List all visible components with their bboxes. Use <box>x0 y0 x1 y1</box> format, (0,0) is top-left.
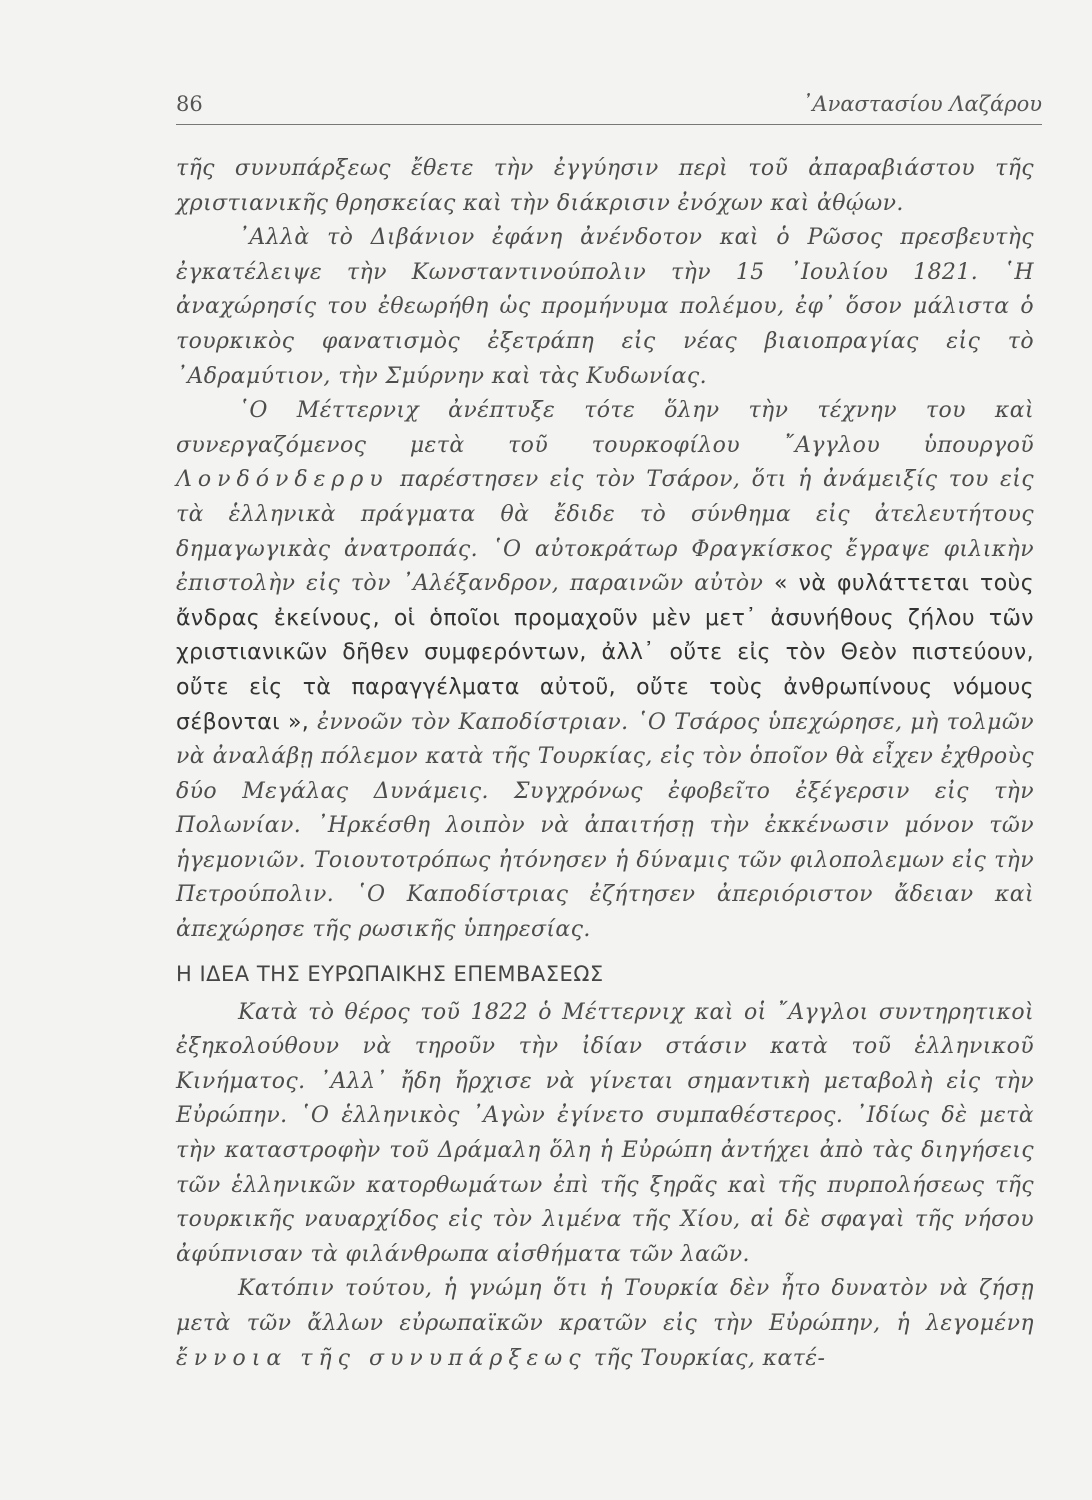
page-number: 86 <box>176 92 203 116</box>
running-header <box>176 92 1042 125</box>
paragraph: ᾽Αλλὰ τὸ Διβάνιον ἐφάνη ἀνένδοτον καὶ ὁ Ρῶσος πρεσβευτὴς ἐγκατέλειψε τὴν Κωνσταντινούπολιν τὴν 15 ᾽Ιουλίου 1821. ῾Η ἀναχώρησίς του ἐθεωρήθη ὡς προμήνυμα πολέμου, ἐφ᾽ ὅσον μάλιστα ὁ τουρκικὸς φανατισμὸς ἐξετράπη εἰς νέας βιαιοπραγίας εἰς τὸ ᾽Αδραμύτιον, τὴν Σμύρνην καὶ τὰς Κυδωνίας. <box>176 225 1034 389</box>
spaced-phrase: ἔννοια τῆς συνυπάρξεως <box>176 1345 587 1371</box>
paragraph <box>176 1272 1034 1376</box>
section-heading: Η ΙΔΕΑ ΤΗΣ ΕΥΡΩΠΑΙΚΗΣ ΕΠΕΜΒΑΣΕΩΣ <box>176 961 604 986</box>
paragraph-text: ῾Ο Μέττερνιχ ἀνέπτυξε τότε ὅλην τὴν τέχνην του καὶ συνεργαζόμενος μετὰ τοῦ τουρκοφίλου ῎Αγγλου ὑπουργοῦ <box>176 398 1034 458</box>
spaced-name: Λονδόνδερρυ <box>176 467 389 493</box>
running-title: ᾽Αναστασίου Λαζάρου <box>801 92 1042 116</box>
paragraph <box>176 394 1034 948</box>
paragraph-text: ἐννοῶν τὸν Καποδίστριαν. ῾Ο Τσάρος ὑπεχώρησε, μὴ τολμῶν νὰ ἀναλάβῃ πόλεμον κατὰ τῆς Τουρκίας, εἰς τὸν ὁποῖον θὰ εἶχεν ἐχθροὺς δύο Μεγάλας Δυνάμεις. Συγχρόνως ἐφοβεῖτο ἐξέγερσιν εἰς τὴν Πολωνίαν. ᾽Ηρκέσθη λοιπὸν νὰ ἀπαιτήσῃ τὴν ἐκκένωσιν μόνον τῶν ἡγεμονιῶν. Τοιουτοτρόπως ἠτόνησεν ἡ δύναμις τῶν φιλοπολεμων εἰς τὴν Πετρούπολιν. ῾Ο Καποδίστριας ἐζήτησεν ἀπεριόριστον ἄδειαν καὶ ἀπεχώρησε τῆς ρωσικῆς ὑπηρεσίας. <box>176 709 1034 943</box>
quotation: « νὰ φυλάττεται τοὺς ἄνδρας ἐκείνους, οἱ ὁποῖοι προμαχοῦν μὲν μετ᾽ ἀσυνήθους ζήλου τῶν χριστιανικῶν δῆθεν συμφερόντων, ἀλλ᾽ οὔτε εἰς τὸν Θεὸν πιστεύουν, οὔτε εἰς τὰ παραγγέλματα αὐτοῦ, οὔτε τοὺς ἀνθρωπίνους νόμους σέβονται », <box>176 571 1035 735</box>
paragraph-text: Κατόπιν τούτου, ἡ γνώμη ὅτι ἡ Τουρκία δὲν ἦτο δυνατὸν νὰ ζήσῃ μετὰ τῶν ἄλλων εὐρωπαϊκῶν κρατῶν εἰς τὴν Εὐρώπην, ἡ λεγομένη <box>176 1276 1034 1336</box>
paragraph: τῆς συνυπάρξεως ἔθετε τὴν ἐγγύησιν περὶ τοῦ ἀπαραβιάστου τῆς χριστιανικῆς θρησκείας καὶ τὴν διάκρισιν ἐνόχων καὶ ἀθῴων. <box>176 156 1034 216</box>
paragraph: Κατὰ τὸ θέρος τοῦ 1822 ὁ Μέττερνιχ καὶ οἱ ῎Αγγλοι συντηρητικοὶ ἐξηκολούθουν νὰ τηροῦν τὴν ἰδίαν στάσιν κατὰ τοῦ ἑλληνικοῦ Κινήματος. ᾽Αλλ᾽ ἤδη ἤρχισε νὰ γίνεται σημαντικὴ μεταβολὴ εἰς τὴν Εὐρώπην. ῾Ο ἑλληνικὸς ᾽Αγὼν ἐγίνετο συμπαθέστερος. ᾽Ιδίως δὲ μετὰ τὴν καταστροφὴν τοῦ Δράμαλη ὅλη ἡ Εὐρώπη ἀντήχει ἀπὸ τὰς διηγήσεις τῶν ἑλληνικῶν κατορθωμάτων ἐπὶ τῆς ξηρᾶς καὶ τῆς πυρπολήσεως τῆς τουρκικῆς ναυαρχίδος εἰς τὸν λιμένα τῆς Χίου, αἱ δὲ σφαγαὶ τῆς νήσου ἀφύπνισαν τὰ φιλάνθρωπα αἰσθήματα τῶν λαῶν. <box>176 999 1034 1267</box>
body-text <box>176 152 1034 1376</box>
paragraph-text: τῆς Τουρκίας, κατέ- <box>593 1345 826 1371</box>
paragraph-text: παρέστησεν εἰς τὸν Τσάρον, ὅτι ἡ ἀνάμειξίς του εἰς τὰ ἑλληνικὰ πράγματα θὰ ἔδιδε τὸ σύνθημα εἰς ἀτελευτήτους δημαγωγικὰς ἀνατροπάς. ῾Ο αὐτοκράτωρ Φραγκίσκος ἔγραψε φιλικὴν ἐπιστολὴν εἰς τὸν ᾽Αλέξανδρον, παραινῶν αὐτὸν <box>176 467 1034 597</box>
